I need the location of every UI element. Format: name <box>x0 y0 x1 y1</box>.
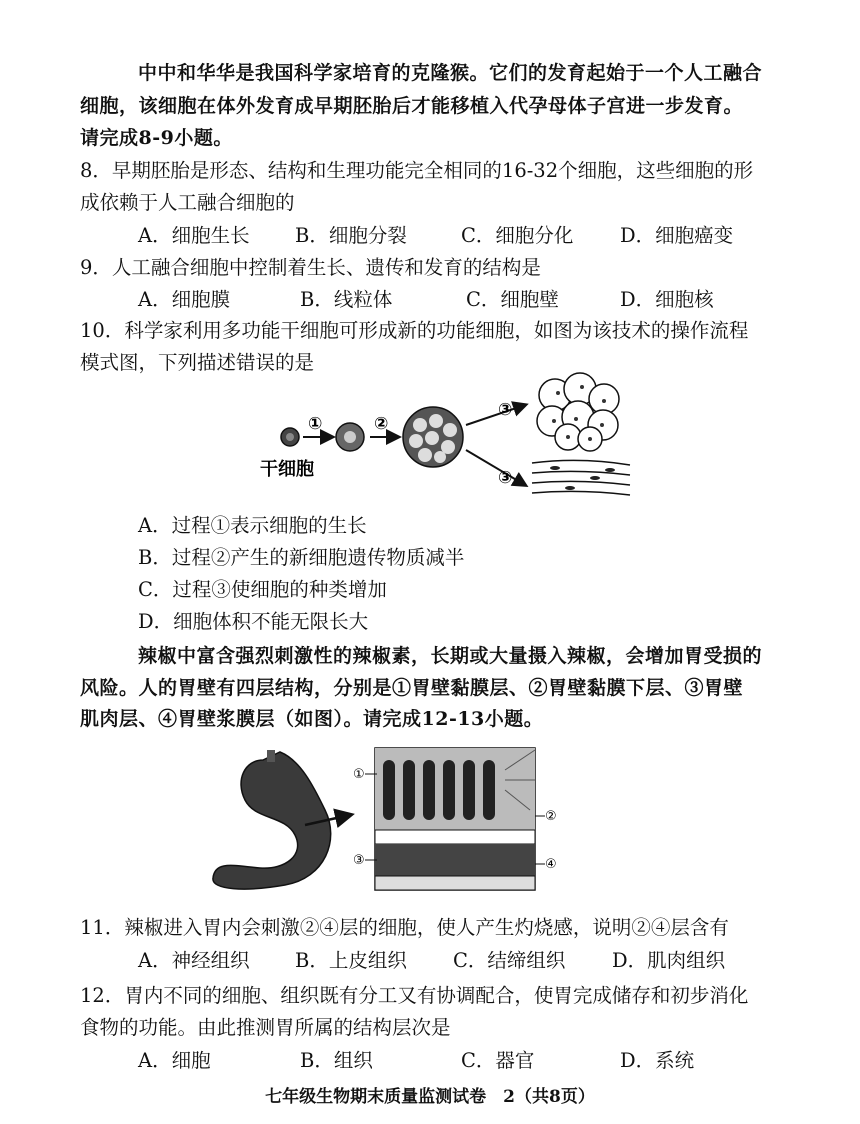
passage2-line2: 风险。人的胃壁有四层结构，分别是①胃壁黏膜层、②胃壁黏膜下层、③胃壁 <box>80 677 744 699</box>
q11-option-d: D．肌肉组织 <box>612 949 726 972</box>
q9-option-c: C．细胞壁 <box>466 288 559 311</box>
q12-option-d: D．系统 <box>620 1049 695 1072</box>
passage2-line1: 辣椒中富含强烈刺激性的辣椒素，长期或大量摄入辣椒，会增加胃受损的 <box>138 645 763 667</box>
layer-4-marker: ④ <box>545 857 557 872</box>
q9-stem: 9．人工融合细胞中控制着生长、遗传和发育的结构是 <box>80 256 541 279</box>
q10-stem-line1: 10．科学家利用多功能干细胞可形成新的功能细胞，如图为该技术的操作流程 <box>80 319 749 342</box>
layer-1-marker: ① <box>353 767 365 782</box>
process-arrow-3a <box>466 405 525 425</box>
q11-option-a: A．神经组织 <box>138 949 250 972</box>
stem-cell-label: 干细胞 <box>260 459 314 480</box>
q10-option-b: B．过程②产生的新细胞遗传物质减半 <box>138 546 465 569</box>
q12-option-a: A．细胞 <box>138 1049 211 1072</box>
q8-stem-line2: 成依赖于人工融合细胞的 <box>80 191 295 214</box>
passage1-line1: 中中和华华是我国科学家培育的克隆猴。它们的发育起始于一个人工融合 <box>138 62 763 84</box>
step-3a-label: ③ <box>498 400 513 420</box>
q10-option-c: C．过程③使细胞的种类增加 <box>138 578 387 601</box>
passage2-line3: 肌肉层、④胃壁浆膜层（如图）。请完成12-13小题。 <box>80 708 544 730</box>
q10-stem-line2: 模式图，下列描述错误的是 <box>80 351 315 374</box>
stomach-wall-section <box>375 748 535 890</box>
q8-option-d: D．细胞癌变 <box>620 224 734 247</box>
stem-cell-process-figure <box>260 375 640 505</box>
q11-option-b: B．上皮组织 <box>295 949 407 972</box>
layer-3-marker: ③ <box>353 853 365 868</box>
q12-option-b: B．组织 <box>300 1049 373 1072</box>
q10-option-a: A．过程①表示细胞的生长 <box>138 514 367 537</box>
page-footer: 七年级生物期末质量监测试卷 2（共8页） <box>265 1087 595 1107</box>
step-2-label: ② <box>374 414 389 434</box>
stomach-icon <box>213 752 331 889</box>
q9-option-b: B．线粒体 <box>300 288 393 311</box>
q11-option-c: C．结缔组织 <box>453 949 566 972</box>
q10-option-d: D．细胞体积不能无限长大 <box>138 610 369 633</box>
stomach-wall-figure <box>205 740 575 900</box>
q11-stem: 11．辣椒进入胃内会刺激②④层的细胞，使人产生灼烧感，说明②④层含有 <box>80 916 729 939</box>
cell-cluster-icon <box>403 407 463 467</box>
q8-option-b: B．细胞分裂 <box>295 224 407 247</box>
q9-option-d: D．细胞核 <box>620 288 714 311</box>
step-3b-label: ③ <box>498 468 513 488</box>
q8-option-a: A．细胞生长 <box>138 224 250 247</box>
process-arrow-3b <box>466 450 525 485</box>
passage1-line2: 细胞，该细胞在体外发育成早期胚胎后才能移植入代孕母体子宫进一步发育。 <box>80 95 744 117</box>
layer-2-marker: ② <box>545 809 557 824</box>
q12-stem-line2: 食物的功能。由此推测胃所属的结构层次是 <box>80 1016 451 1039</box>
q8-option-c: C．细胞分化 <box>461 224 574 247</box>
step-1-label: ① <box>308 414 323 434</box>
passage1-line3: 请完成8-9小题。 <box>80 127 233 149</box>
differentiated-round-cells-icon <box>537 373 619 451</box>
q12-option-c: C．器官 <box>461 1049 535 1072</box>
q9-option-a: A．细胞膜 <box>138 288 231 311</box>
differentiated-fiber-cells-icon <box>532 460 630 495</box>
q12-stem-line1: 12．胃内不同的细胞、组织既有分工又有协调配合，使胃完成储存和初步消化 <box>80 984 749 1007</box>
q8-stem-line1: 8．早期胚胎是形态、结构和生理功能完全相同的16-32个细胞，这些细胞的形 <box>80 159 754 182</box>
